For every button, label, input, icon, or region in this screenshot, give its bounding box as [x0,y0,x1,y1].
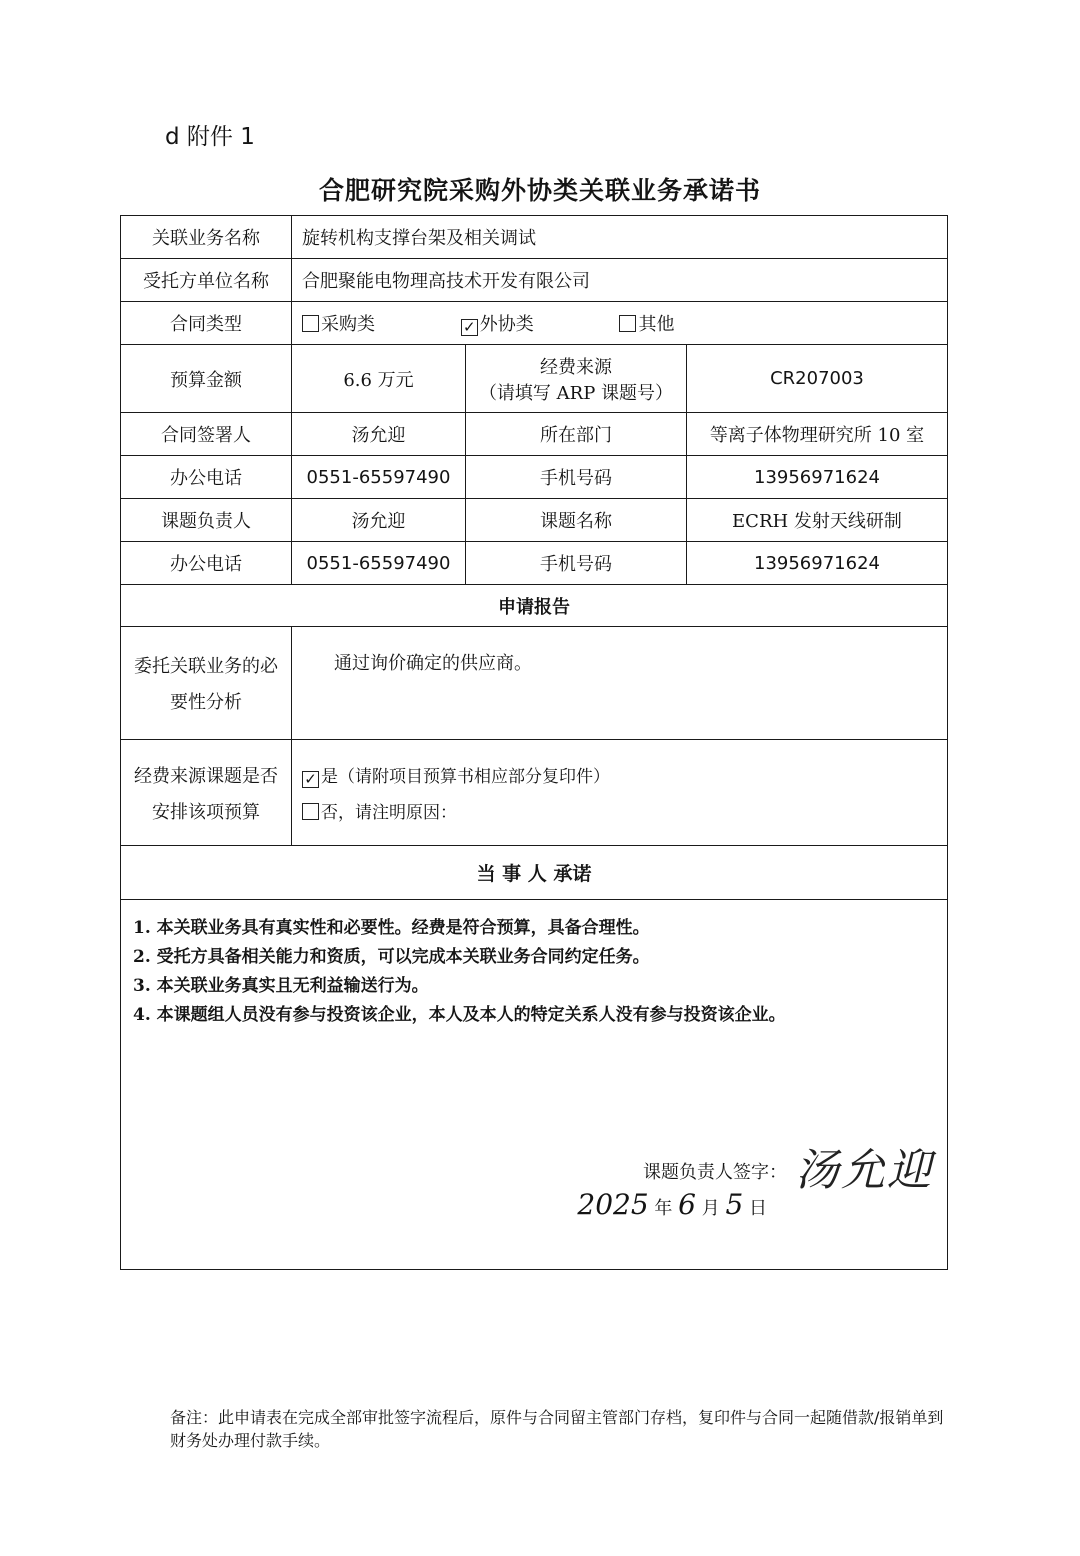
commitment-form-table [120,215,948,1270]
signature-date [577,1188,767,1221]
contract-type-options [292,302,948,345]
row-phone-2 [121,542,948,585]
checkbox-procurement[interactable] [302,315,319,332]
business-name-value: 旋转机构支撑台架及相关调试 [292,216,948,259]
pledge-item-1: 1. 本关联业务具有真实性和必要性。经费是符合预算，具备合理性。 [133,918,650,938]
option-outsourcing[interactable] [461,310,534,336]
signer-label: 合同签署人 [121,413,292,456]
office-phone-value-1: 0551-65597490 [292,456,466,499]
funding-source-label [466,345,687,413]
attachment-label: d 附件 1 [165,124,255,150]
department-value: 等离子体物理研究所 10 室 [687,413,948,456]
row-entrusted-unit [121,259,948,302]
pledge-heading: 当 事 人 承诺 [121,846,948,900]
budget-value: 6.6 万元 [292,345,466,413]
report-heading: 申请报告 [121,585,948,627]
budget-arranged-label [121,740,292,846]
office-phone-value-2: 0551-65597490 [292,542,466,585]
signer-value: 汤允迎 [292,413,466,456]
funding-source-label-line1: 经费来源 [540,356,612,378]
project-name-value: ECRH 发射天线研制 [687,499,948,542]
option-outsourcing-label: 外协类 [479,314,534,335]
project-name-label: 课题名称 [466,499,687,542]
mobile-value-2: 13956971624 [687,542,948,585]
mobile-label-1: 手机号码 [466,456,687,499]
entrusted-unit-label: 受托方单位名称 [121,259,292,302]
row-report-heading [121,585,948,627]
document-title: 合肥研究院采购外协类关联业务承诺书 [318,176,761,205]
row-signer [121,413,948,456]
row-business-name [121,216,948,259]
business-name-label: 关联业务名称 [121,216,292,259]
date-day-unit: 日 [749,1198,767,1219]
date-day: 5 [725,1188,744,1221]
necessity-value: 通过询价确定的供应商。 [292,627,948,740]
row-phone-1 [121,456,948,499]
funding-source-value: CR207003 [687,345,948,413]
pledge-item-4: 4. 本课题组人员没有参与投资该企业，本人及本人的特定关系人没有参与投资该企业。 [133,1005,786,1025]
option-yes[interactable] [302,762,937,788]
handwritten-signature: 汤允迎 [795,1145,933,1196]
project-leader-label: 课题负责人 [121,499,292,542]
footnote: 备注：此申请表在完成全部审批签字流程后，原件与合同留主管部门存档，复印件与合同一起随借款/报销单到财务处办理付款手续。 [170,1408,944,1450]
row-contract-type [121,302,948,345]
checkbox-outsourcing[interactable]: ✓ [461,319,478,336]
date-month-unit: 月 [701,1198,720,1219]
pledge-item-2: 2. 受托方具备相关能力和资质，可以完成本关联业务合同约定任务。 [133,947,650,967]
checkbox-yes[interactable]: ✓ [302,771,319,788]
office-phone-label-1: 办公电话 [121,456,292,499]
necessity-label [121,627,292,740]
pledge-item-3: 3. 本关联业务真实且无利益输送行为。 [133,976,429,996]
option-no[interactable] [302,798,937,823]
project-leader-value: 汤允迎 [292,499,466,542]
department-label: 所在部门 [466,413,687,456]
necessity-label-line2: 要性分析 [170,692,242,713]
row-budget-arranged [121,740,948,846]
row-budget [121,345,948,413]
contract-type-label: 合同类型 [121,302,292,345]
mobile-label-2: 手机号码 [466,542,687,585]
date-year-unit: 年 [654,1198,673,1219]
date-year: 2025 [577,1188,649,1221]
budget-label: 预算金额 [121,345,292,413]
option-no-label: 否，请注明原因： [321,803,457,823]
budget-arranged-label-line1: 经费来源课题是否 [134,765,278,787]
option-other-label: 其他 [638,314,675,335]
option-yes-label: 是（请附项目预算书相应部分复印件） [321,767,610,787]
checkbox-no[interactable] [302,803,319,820]
pledge-body [121,900,948,1270]
mobile-value-1: 13956971624 [687,456,948,499]
budget-arranged-options [292,740,948,846]
date-month: 6 [678,1188,696,1221]
budget-arranged-label-line2: 安排该项预算 [152,801,260,823]
row-pledge-body [121,900,948,1270]
option-other[interactable] [619,310,674,336]
signature-area [133,1030,937,1260]
row-pledge-heading [121,846,948,900]
signature-label: 课题负责人签字： [643,1162,787,1183]
entrusted-unit-value: 合肥聚能电物理高技术开发有限公司 [292,259,948,302]
checkbox-other[interactable] [619,315,636,332]
option-procurement-label: 采购类 [321,314,375,335]
row-project-leader [121,499,948,542]
funding-source-label-line2: （请填写 ARP 课题号） [478,382,674,404]
necessity-label-line1: 委托关联业务的必 [134,656,278,677]
option-procurement[interactable] [302,310,375,336]
office-phone-label-2: 办公电话 [121,542,292,585]
row-necessity [121,627,948,740]
